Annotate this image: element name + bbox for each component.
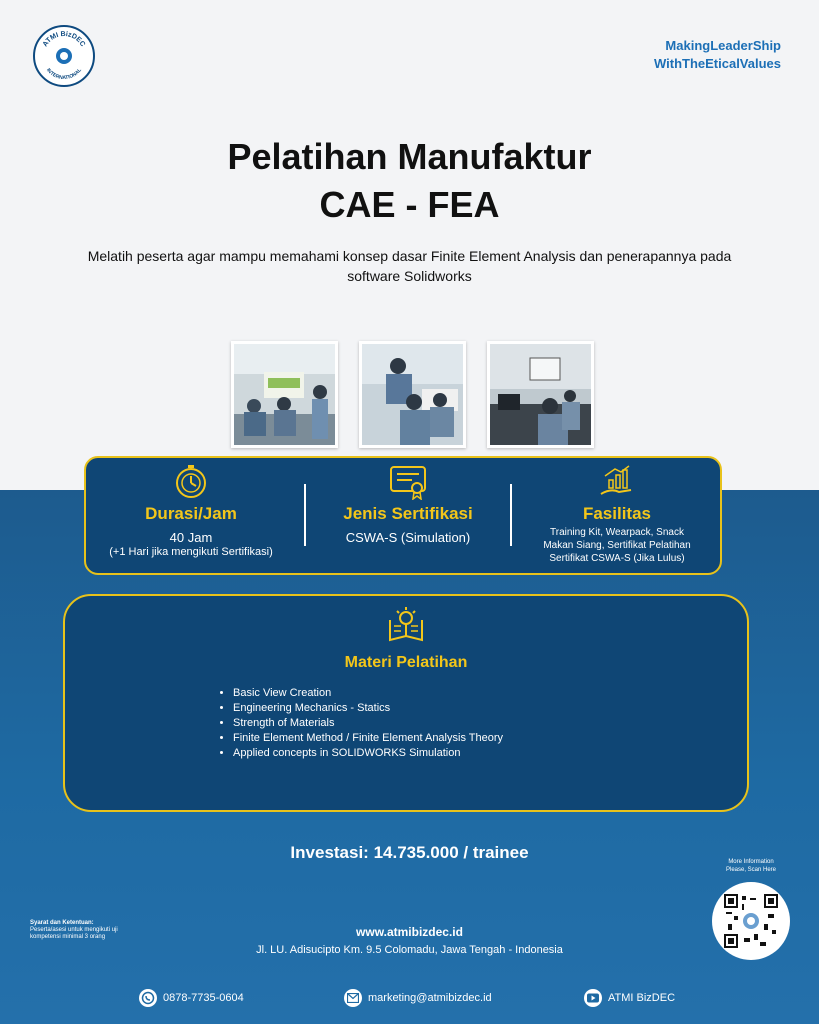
tagline-line-1: MakingLeaderShip (665, 38, 781, 53)
fasilitas-column (514, 458, 720, 573)
whatsapp-icon (139, 989, 157, 1007)
training-photo-3 (487, 341, 594, 448)
durasi-note: (+1 Hari jika mengikuti Sertifikasi) (109, 546, 273, 558)
qr-label-line-1: More Information (728, 859, 774, 865)
divider (510, 484, 512, 546)
certificate-icon (388, 464, 428, 500)
contact-phone[interactable] (139, 989, 244, 1007)
list-item: • Basic View Creation (233, 686, 503, 701)
investasi-price: Investasi: 14.735.000 / trainee (290, 843, 529, 862)
fasilitas-line-3: Sertifikat CSWA-S (Jika Lulus) (549, 553, 685, 564)
materi-list (217, 686, 503, 761)
page-title (0, 133, 819, 229)
sertifikasi-value: CSWA-S (Simulation) (345, 530, 471, 545)
qr-label (706, 858, 796, 874)
qr-code[interactable] (712, 882, 790, 960)
list-item: • Applied concepts in SOLIDWORKS Simulation (233, 746, 503, 761)
tagline (654, 37, 781, 73)
training-photo-2 (359, 341, 466, 448)
qr-code-icon (724, 894, 778, 948)
terms-line-1: Peserta/asesi untuk mengikuti uji (30, 927, 118, 933)
page-subtitle: Melatih peserta agar mampu memahami konsep dasar Finite Element Analysis dan penerapannya pada software Solidworks (87, 248, 732, 284)
list-item: • Strength of Materials (233, 716, 503, 731)
stopwatch-icon (171, 464, 211, 500)
lightbulb-book-icon (386, 606, 426, 644)
phone-number: 0878-7735-0604 (163, 992, 244, 1004)
list-item: • Finite Element Method / Finite Element Analysis Theory (233, 731, 503, 746)
svg-text:ATMI BizDEC: ATMI BizDEC (41, 30, 87, 49)
contact-youtube[interactable] (584, 989, 675, 1007)
list-item: • Engineering Mechanics - Statics (233, 701, 503, 716)
fasilitas-list (514, 526, 720, 565)
contact-email[interactable] (344, 989, 492, 1007)
sertifikasi-heading: Jenis Sertifikasi (343, 504, 473, 523)
title-line-2: CAE - FEA (319, 184, 500, 225)
youtube-icon (584, 989, 602, 1007)
tagline-line-2: WithTheEticalValues (653, 56, 781, 71)
address: Jl. LU. Adisucipto Km. 9.5 Colomadu, Jawa Tengah - Indonesia (256, 944, 563, 956)
sertifikasi-column (308, 458, 508, 573)
training-photo-1 (231, 341, 338, 448)
materi-panel (63, 594, 749, 812)
divider (304, 484, 306, 546)
fasilitas-line-1: Training Kit, Wearpack, Snack (550, 527, 684, 538)
durasi-heading: Durasi/Jam (145, 504, 237, 523)
fasilitas-heading: Fasilitas (582, 504, 652, 523)
durasi-column (86, 458, 296, 573)
email-icon (344, 989, 362, 1007)
email-address: marketing@atmibizdec.id (368, 992, 492, 1004)
materi-heading: Materi Pelatihan (344, 654, 468, 671)
qr-label-line-2: Please, Scan Here (725, 867, 777, 873)
svg-text:INTERNATIONAL: INTERNATIONAL (45, 67, 83, 82)
info-panel (84, 456, 722, 575)
terms-line-2: kompetensi minimal 3 orang (30, 934, 106, 940)
fasilitas-line-2: Makan Siang, Sertifikat Pelatihan (543, 540, 691, 551)
youtube-channel: ATMI BizDEC (608, 992, 676, 1004)
title-line-1: Pelatihan Manufaktur (227, 136, 592, 177)
atmi-bizdec-logo (33, 25, 95, 87)
growth-hand-icon (597, 464, 637, 500)
website-link[interactable]: www.atmibizdec.id (356, 925, 463, 939)
terms-title: Syarat dan Ketentuan: (30, 920, 94, 926)
durasi-value: 40 Jam (169, 530, 213, 545)
